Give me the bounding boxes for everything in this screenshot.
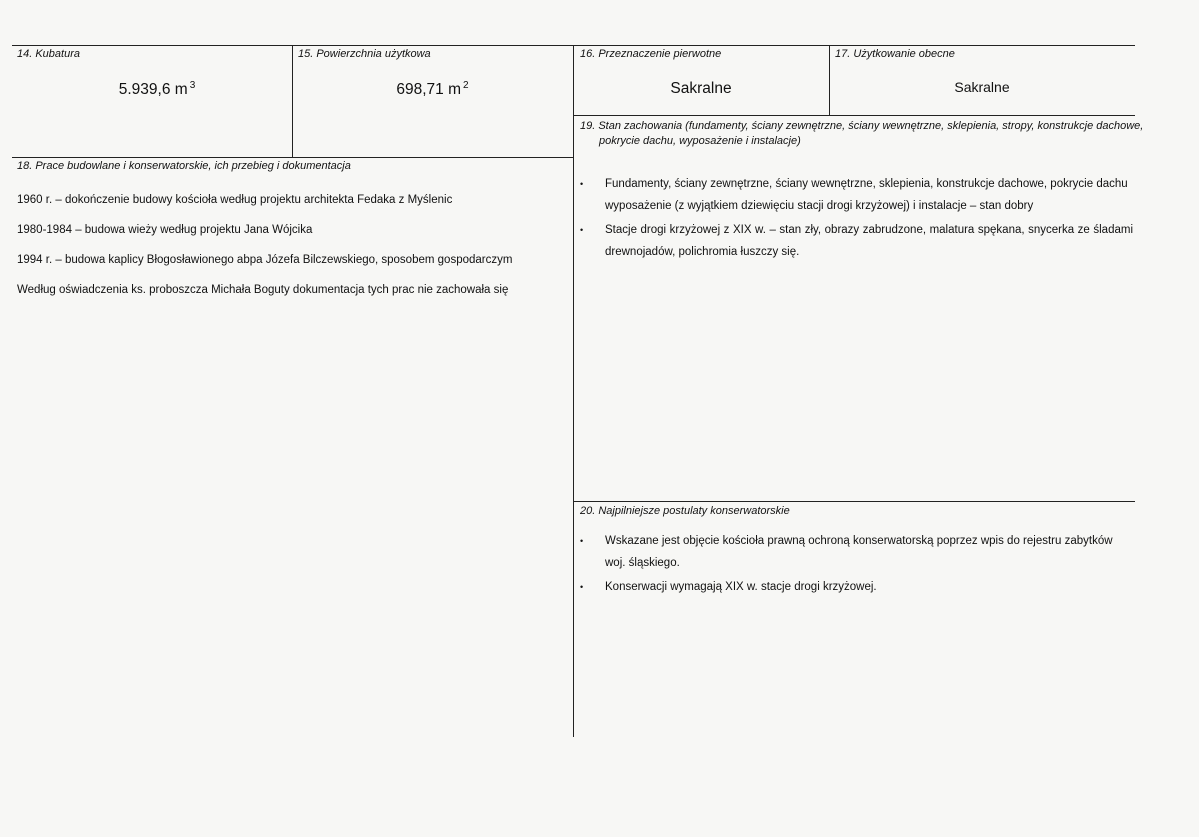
stan-zachowania-label-line1: 19. Stan zachowania (fundamenty, ściany zewnętrzne, ściany wewnętrzne, sklepienia, stropy, konstrukcje dachowe,: [580, 120, 1144, 132]
przeznaczenie-value: Sakralne: [670, 80, 732, 97]
przeznaczenie-label: 16. Przeznaczenie pierwotne: [580, 48, 722, 60]
kubatura-number: 5.939,6 m: [118, 81, 188, 98]
row-divider-right-lower: [573, 501, 1135, 502]
prace-entry-1960: 1960 r. – dokończenie budowy kościoła według projektu architekta Fedaka z Myślenic: [17, 194, 453, 206]
bullet-icon: •: [580, 225, 584, 235]
powierzchnia-number: 698,71 m: [396, 81, 462, 98]
uzytkowanie-label: 17. Użytkowanie obecne: [835, 48, 955, 60]
prace-entry-dokumentacja: Według oświadczenia ks. proboszcza Michała Boguty dokumentacja tych prac nie zachowała się: [17, 284, 509, 296]
list-item: [580, 173, 1133, 217]
row-divider-right-upper: [573, 115, 1135, 116]
powierzchnia-label: 15. Powierzchnia użytkowa: [298, 48, 431, 60]
postulaty-list: [580, 530, 1133, 600]
kubatura-value: [12, 80, 302, 99]
stan-zachowania-list: [580, 173, 1133, 265]
prace-entry-1980: 1980-1984 – budowa wieży według projektu Jana Wójcika: [17, 224, 313, 236]
stan-item-text: Fundamenty, ściany zewnętrzne, ściany wewnętrzne, sklepienia, konstrukcje dachowe, pokrycie dachu wyposażenie (z wyjątkiem dziewięciu stacji drogi krzyżowej) i instalacje – stan dobry: [605, 178, 1128, 212]
main-column-divider: [573, 45, 574, 737]
bullet-icon: •: [580, 582, 584, 592]
postulat-item-text: Konserwacji wymagają XIX w. stacje drogi krzyżowej.: [605, 581, 877, 593]
list-item: [580, 576, 1133, 598]
list-item: [580, 530, 1133, 574]
powierzchnia-exponent: 2: [463, 80, 469, 91]
kubatura-label: 14. Kubatura: [17, 48, 80, 60]
kubatura-exponent: 3: [189, 80, 196, 91]
prace-entry-1994: 1994 r. – budowa kaplicy Błogosławionego abpa Józefa Bilczewskiego, sposobem gospodarczym: [17, 254, 513, 266]
stan-zachowania-label-line2: pokrycie dachu, wyposażenie i instalacje): [599, 135, 801, 147]
postulat-item-text: Wskazane jest objęcie kościoła prawną ochroną konserwatorską poprzez wpis do rejestru zabytków woj. śląskiego.: [605, 535, 1113, 569]
list-item: [580, 219, 1133, 263]
prace-budowlane-label: 18. Prace budowlane i konserwatorskie, ich przebieg i dokumentacja: [17, 160, 351, 172]
bullet-icon: •: [580, 536, 584, 546]
stan-item-text: Stacje drogi krzyżowej z XIX w. – stan zły, obrazy zabrudzone, malatura spękana, snycerka ze śladami drewnojadów, polichromia łuszczy się.: [605, 224, 1133, 258]
uzytkowanie-value: Sakralne: [954, 79, 1010, 95]
postulaty-label: 20. Najpilniejsze postulaty konserwatorskie: [580, 505, 790, 517]
bullet-icon: •: [580, 179, 584, 189]
divider-14-15: [292, 45, 293, 158]
powierzchnia-value: [292, 80, 573, 99]
